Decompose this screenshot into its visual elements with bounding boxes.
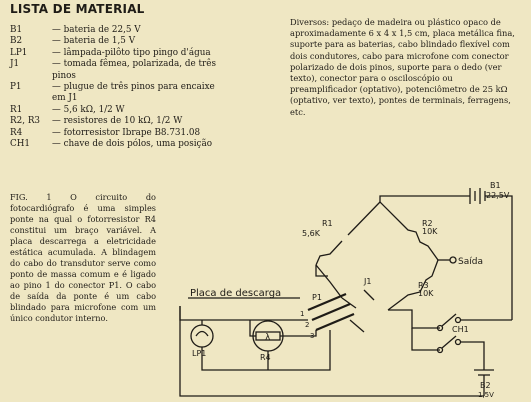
parts-list-item <box>10 139 280 150</box>
parts-list-item <box>10 36 280 47</box>
parts-list-item <box>10 48 280 59</box>
part-code: R2, R3 <box>10 116 41 127</box>
part-description-block <box>52 59 280 82</box>
r3-label: R3 <box>418 281 429 290</box>
r2-value: 10K <box>422 227 438 236</box>
lamp-filament <box>196 332 208 337</box>
r4-label: R4 <box>260 353 271 362</box>
r1-value: 5,6K <box>302 229 320 238</box>
r2-label: R2 <box>422 219 433 228</box>
wire-left-top <box>180 306 308 320</box>
wire-to-b2 <box>460 342 484 370</box>
p1-label: P1 <box>312 293 322 302</box>
placa-label: Placa de descarga <box>190 288 282 299</box>
part-code: B2 <box>10 36 23 47</box>
part-description: — plugue de três pinos para encaixe <box>52 82 215 93</box>
part-code: J1 <box>10 59 20 70</box>
wire-ch1-a <box>388 310 440 328</box>
b1-value: 22,5V <box>486 191 510 200</box>
part-description: — bateria de 22,5 V <box>52 25 141 35</box>
pin-number-2: 2 <box>305 321 310 329</box>
part-description-continued: em J1 <box>52 93 78 104</box>
saida-label: Saída <box>458 257 483 267</box>
part-description: — chave de dois pólos, uma posição <box>52 139 213 150</box>
part-description: — lâmpada-pilôto tipo pingo d'água <box>52 47 211 58</box>
parts-list-item <box>10 25 280 36</box>
parts-list-item <box>10 59 280 82</box>
wire-top <box>380 196 470 202</box>
part-description: — bateria de 1,5 V <box>52 36 136 47</box>
wire-j1-2 <box>364 290 374 300</box>
part-description: — fotorresistor Ibrape B8.731.08 <box>52 127 201 138</box>
j1-label: J1 <box>364 277 372 286</box>
parts-list-item <box>10 82 280 105</box>
resistor-r1-symbol <box>316 241 342 265</box>
parts-list-item <box>10 105 280 116</box>
ch1-label: CH1 <box>452 325 469 334</box>
part-code: CH1 <box>10 139 30 150</box>
part-code: R1 <box>10 104 23 115</box>
part-code: R4 <box>10 127 23 138</box>
resistor-r3-symbol <box>388 260 438 310</box>
b2-label: B2 <box>480 381 491 390</box>
lp1-label: LP1 <box>192 349 207 358</box>
wire-r1-top <box>348 202 380 235</box>
circuit-diagram <box>150 170 531 402</box>
pin-number-1: 1 <box>300 310 305 318</box>
r3-value: 10K <box>418 289 434 298</box>
lambda-symbol: λ <box>265 333 271 343</box>
wire-right-rail <box>485 196 512 320</box>
b1-label: B1 <box>490 181 501 190</box>
part-description-continued: pinos <box>52 70 76 81</box>
switch-ch1-blade-b <box>442 336 456 348</box>
misc-materials-paragraph: Diversos: pedaço de madeira ou plástico opaco de aproximadamente 6 x 4 x 1,5 cm, placa metálica fina, suporte para as baterias, cabo blindado flexível com dois condutores, cabo para microfone com conector polarizado de dois pinos, suporte para o dedo (ver texto), conector para o osciloscópio ou preamplificador (optativo), potenciômetro de 25 kΩ (optativo, ver texto), pontes de terminais, ferragens, etc. <box>290 17 515 117</box>
b2-value: 1,5V <box>478 391 494 399</box>
part-description: — resistores de 10 kΩ, 1/2 W <box>52 116 183 127</box>
parts-list-item <box>10 116 280 127</box>
part-description-block <box>52 82 280 105</box>
material-list-title: LISTA DE MATERIAL <box>10 2 145 16</box>
r1-label: R1 <box>322 219 333 228</box>
part-description: — 5,6 kΩ, 1/2 W <box>52 104 125 115</box>
wire-ch1-b <box>412 328 440 350</box>
parts-list <box>10 25 280 150</box>
parts-list-item <box>10 128 280 139</box>
pin-number-3: 3 <box>310 332 315 340</box>
part-code: LP1 <box>10 47 28 58</box>
figure-caption: FIG. 1 O circuito do fotocardiógrafo é uma simples ponte na qual o fotorresistor R4 constitui um braço variável. A placa descarrega a eletricidade estática acumulada. A blindagem do cabo do transdutor serve como ponto de massa comum e é ligado ao pino 1 do conector P1. O cabo de saída da ponte é um cabo blindado para microfone com um único condutor interno. <box>10 192 156 323</box>
wire-j1-3 <box>350 320 364 332</box>
part-description: — tomada fêmea, polarizada, de três <box>52 59 216 70</box>
part-code: P1 <box>10 82 22 93</box>
part-code: B1 <box>10 25 23 35</box>
